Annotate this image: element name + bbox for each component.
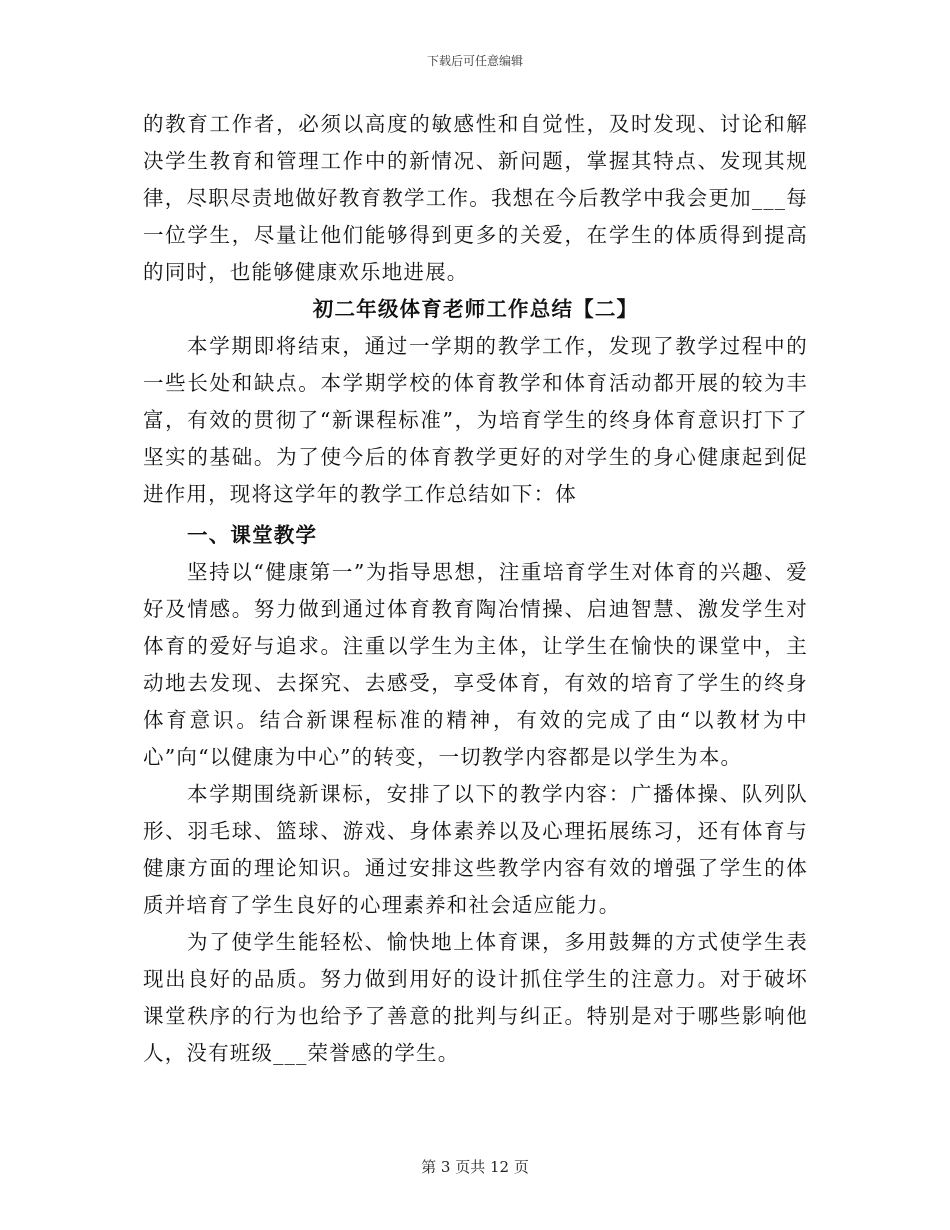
- paragraph-guiding-thought: 坚持以“健康第一”为指导思想，注重培育学生对体育的兴趣、爱好及情感。努力做到通过体育教育陶冶情操、启迪智慧、激发学生对体育的爱好与追求。注重以学生为主体，让学生在愉快的课堂中，主动地去发现、去探究、去感受，享受体育，有效的培育了学生的终身体育意识。结合新课程标准的精神，有效的完成了由“以教材为中心”向“以健康为中心”的转变，一切教学内容都是以学生为本。: [143, 560, 808, 769]
- page-number: 第 3 页共 12 页: [421, 1158, 529, 1176]
- subheading-classroom-teaching: 一、课堂教学: [187, 523, 318, 547]
- document-body: [143, 106, 808, 1072]
- paragraph-teaching-content: 本学期围绕新课标，安排了以下的教学内容：广播体操、队列队形、羽毛球、篮球、游戏、身体素养以及心理拓展练习，还有体育与健康方面的理论知识。通过安排这些教学内容有效的增强了学生的体质并培育了学生良好的心理素养和社会适应能力。: [143, 782, 808, 917]
- paragraph-encouragement: 为了使学生能轻松、愉快地上体育课，多用鼓舞的方式使学生表现出良好的品质。努力做到用好的设计抓住学生的注意力。对于破坏课堂秩序的行为也给予了善意的批判与纠正。特别是对于哪些影响他人，没有班级___荣誉感的学生。: [143, 930, 808, 1065]
- intro-paragraph: 本学期即将结束，通过一学期的教学工作，发现了教学过程中的一些长处和缺点。本学期学校的体育教学和体育活动都开展的较为丰富，有效的贯彻了“新课程标准”，为培育学生的终身体育意识打下了坚实的基础。为了使今后的体育教学更好的对学生的身心健康起到促进作用，现将这学年的教学工作总结如下：体: [143, 334, 808, 506]
- section-title: 初二年级体育老师工作总结【二】: [312, 297, 639, 321]
- continued-paragraph: 的教育工作者，必须以高度的敏感性和自觉性，及时发现、讨论和解决学生教育和管理工作中的新情况、新问题，掌握其特点、发现其规律，尽职尽责地做好教育教学工作。我想在今后教学中我会更加___每一位学生，尽量让他们能够得到更多的关爱，在学生的体质得到提高的同时，也能够健康欢乐地进展。: [143, 112, 808, 284]
- page-header-note: 下载后可任意编辑: [426, 54, 523, 68]
